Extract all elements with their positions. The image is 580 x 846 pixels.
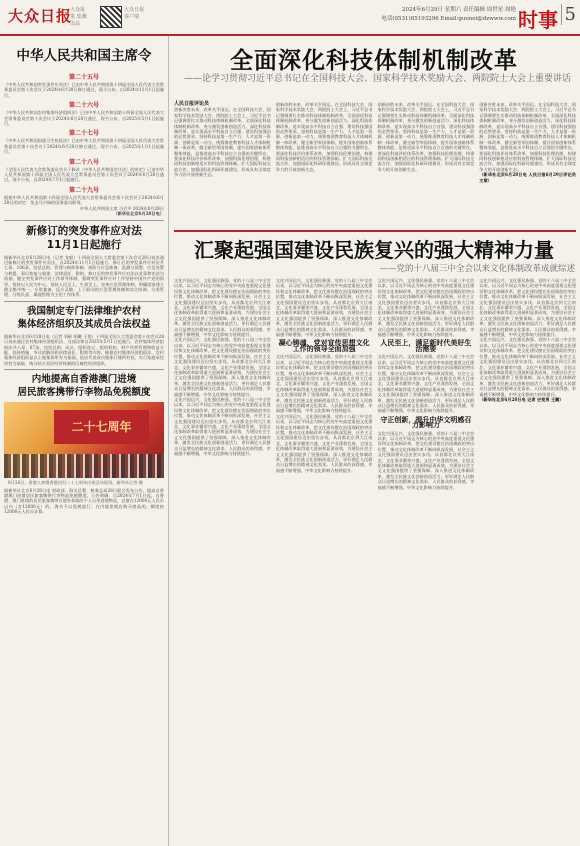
second-article-columns (174, 278, 576, 844)
order-block (4, 72, 164, 98)
issue-date-line: 2024年6月29日 星期六 责任编辑 周世星 周艳 (402, 7, 516, 13)
article-body: 文化兴国运兴，文化强民族强。党的十八届三中全会以来，以习近平同志为核心的党中央高度重视文化建设和文化体制改革，把文化建设摆在治国理政的突出位置，推动文化体制改革不断向纵深发展，社会主义文化强国建设迈出坚实步伐。从首都北京到大江南北，文化事业繁荣兴盛，文化产业蓬勃发展，全国文化体制改革取得重大进展和显著成效，为建设社会主义文化强国提供了坚强保障。深入推进文化体制改革，激发全民族文化创新创造活力，更好满足人民群众日益增长的精神文化需求。人民群众的获得感、幸福感不断增强，中华文化影响力持续提升。 (275, 278, 373, 338)
article-body: 文化兴国运兴，文化强民族强。党的十八届三中全会以来，以习近平同志为核心的党中央高度重视文化建设和文化体制改革，把文化建设摆在治国理政的突出位置，推动文化体制改革不断向纵深发展，社会主义文化强国建设迈出坚实步伐。从首都北京到大江南北，文化事业繁荣兴盛，文化产业蓬勃发展，全国文化体制改革取得重大进展和显著成效，为建设社会主义文化强国提供了坚强保障。深入推进文化体制改革，激发全民族文化创新创造活力，更好满足人民群众日益增长的精神文化需求。人民群众的获得感、幸福感不断增强，中华文化影响力持续提升。 (174, 396, 271, 456)
text-column (479, 102, 576, 226)
article-body: 文化兴国运兴，文化强民族强。党的十八届三中全会以来，以习近平同志为核心的党中央高度重视文化建设和文化体制改革，把文化建设摆在治国理政的突出位置，推动文化体制改革不断向纵深发展，社会主义文化强国建设迈出坚实步伐。从首都北京到大江南北，文化事业繁荣兴盛，文化产业蓬勃发展，全国文化体制改革取得重大进展和显著成效，为建设社会主义文化强国提供了坚强保障。深入推进文化体制改革，激发全民族文化创新创造活力，更好满足人民群众日益增长的精神文化需求。人民群众的获得感、幸福感不断增强，中华文化影响力持续提升。 (377, 354, 475, 414)
article-body: 据新华社北京6月28日电（记者 龙毅）十四届全国人大常委会第十次会议28日表决通过新修订的突发事件应对法，自2024年11月1日起施行。修订后的突发事件应对法共七章、106条，包括总则、管理与指挥体制、预防与应急准备、监测与预警、应急处置与救援、事后恢复与重建、法律责任、附则。修订后的突发事件应对法以党章和宪法为依据，健全突发事件应对工作领导体制，强调突发事件应对工作坚持中国共产党的领导，坚持以人民为中心，坚持人民至上、生命至上。完善应急管理体制，明确国家建立健全集中统一、专常兼备、反应灵敏、上下联动的应急管理体制和综合协调、分类管理、分级负责、属地管理为主的工作体系。 (4, 254, 164, 298)
section-divider (174, 230, 576, 232)
article-source: （新华社北京6月28日电 人民日报6月29日评论员文章） (479, 172, 576, 183)
photo-banner-text: 二十七周年 (54, 410, 149, 444)
contact-line: 电话(0531)85193296 Email:guonei@dzwww.com (381, 16, 516, 22)
orders-title: 中华人民共和国主席令 (16, 48, 152, 64)
article-body: 文化兴国运兴，文化强民族强。党的十八届三中全会以来，以习近平同志为核心的党中央高度重视文化建设和文化体制改革，把文化建设摆在治国理政的突出位置，推动文化体制改革不断向纵深发展，社会主义文化强国建设迈出坚实步伐。从首都北京到大江南北，文化事业繁荣兴盛，文化产业蓬勃发展，全国文化体制改革取得重大进展和显著成效，为建设社会主义文化强国提供了坚强保障。深入推进文化体制改革，激发全民族文化创新创造活力，更好满足人民群众日益增长的精神文化需求。人民群众的获得感、幸福感不断增强，中华文化影响力持续提升。 (174, 337, 271, 397)
article-title: 内地提高自香港澳门进境 居民旅客携带行李物品免税额度 (17, 374, 151, 399)
page-number: 5 (561, 4, 576, 25)
qr-code-icon (100, 6, 122, 28)
section-name: 时事 (518, 8, 558, 32)
article-body: 创新决胜未来，改革关乎国运。在全国科技大会、国家科学技术奖励大会、两院院士大会上，习近平总书记强调要扎实推动科技体制机制改革，全面深化科技体制机制改革，充分激发创新创造活力。深化科技体制改革，是实现高水平科技自立自强、建设科技强国的必然要求。坚持科技是第一生产力、人才是第一资源、创新是第一动力，统筹推进教育科技人才体制机制一体改革，健全新型举国体制，提升国家创新体系整体效能，是推进高水平科技自立自强的关键所在。要深化科技评价体系改革，加强科技伦理治理，构建同科技创新相适应的科技管理体制。扩大国际科技交流合作，加强国际化科研环境建设，形成具有全球竞争力的开放创新生态。 (174, 107, 271, 178)
order-block (4, 157, 164, 183)
order-text: 《中华人民共和国农村集体经济组织法》已由中华人民共和国第十四届全国人民代表大会常务委员会第十次会议于2024年6月28日通过，现予公布，自2025年5月1日起施行。 (4, 110, 164, 127)
article-title: 新修订的突发事件应对法 11月1日起施行 (26, 224, 142, 251)
article-body: 据新华社北京6月28日电（记者 刘硕 胡璐 王悦）十四届全国人大常委会第十次会议28日表决通过农村集体经济组织法。这部法律自2025年5月1日起施行。农村集体经济组织法共八章、67条，包括总则、成员、组织登记、组织机构、财产经营管理和收益分配、扶持措施、争议的解决和法律责任、附则等内容。根据农村集体经济组织法，农村集体经济组织是以土地集体所有为基础，依法代表成员集体行使所有权，实行家庭承包经营为基础、统分结合双层经营体制的区域性经济组织。 (4, 333, 164, 366)
article-body: 创新决胜未来，改革关乎国运。在全国科技大会、国家科学技术奖励大会、两院院士大会上，习近平总书记强调要扎实推动科技体制机制改革，全面深化科技体制机制改革，充分激发创新创造活力。深化科技体制改革，是实现高水平科技自立自强、建设科技强国的必然要求。坚持科技是第一生产力、人才是第一资源、创新是第一动力，统筹推进教育科技人才体制机制一体改革，健全新型举国体制，提升国家创新体系整体效能，是推进高水平科技自立自强的关键所在。要深化科技评价体系改革，加强科技伦理治理，构建同科技创新相适应的科技管理体制。扩大国际科技交流合作，加强国际化科研环境建设，形成具有全球竞争力的开放创新生态。 (479, 102, 576, 172)
logo-subtitle: 大众报業 集團出品 (70, 7, 87, 27)
order-label: 第二十六号 (68, 102, 99, 110)
article-title: 我国制定专门法律维护农村 集体经济组织及其成员合法权益 (17, 305, 151, 330)
order-block (4, 100, 164, 126)
text-column: 创新决胜未来，改革关乎国运。在全国科技大会、国家科学技术奖励大会、两院院士大会上，习近平总书记强调要扎实推动科技体制机制改革，全面深化科技体制机制改革，充分激发创新创造活力。深化科技体制改革，是实现高水平科技自立自强、建设科技强国的必然要求。坚持科技是第一生产力、人才是第一资源、创新是第一动力，统筹推进教育科技人才体制机制一体改革，健全新型举国体制，提升国家创新体系整体效能，是推进高水平科技自立自强的关键所在。要深化科技评价体系改革，加强科技伦理治理，构建同科技创新相适应的科技管理体制。扩大国际科技交流合作，加强国际化科研环境建设，形成具有全球竞争力的开放创新生态。 (377, 102, 475, 172)
presidential-orders (0, 36, 168, 217)
left-column (0, 36, 169, 846)
text-column (479, 278, 576, 844)
section-heading: 凝心铸魂，党对宣传思想文化工作的领导全面加强 (278, 339, 370, 353)
order-label: 第二十七号 (68, 130, 99, 138)
second-subtitle: ——党的十八届三中全会以来文化体制改革成就综述 (379, 264, 575, 274)
article-body: 文化兴国运兴，文化强民族强。党的十八届三中全会以来，以习近平同志为核心的党中央高度重视文化建设和文化体制改革，把文化建设摆在治国理政的突出位置，推动文化体制改革不断向纵深发展，社会主义文化强国建设迈出坚实步伐。从首都北京到大江南北，文化事业繁荣兴盛，文化产业蓬勃发展，全国文化体制改革取得重大进展和显著成效，为建设社会主义文化强国提供了坚强保障。深入推进文化体制改革，激发全民族文化创新创造活力，更好满足人民群众日益增长的精神文化需求。人民群众的获得感、幸福感不断增强，中华文化影响力持续提升。 (275, 354, 373, 414)
text-column (174, 278, 271, 844)
order-label: 第二十五号 (68, 74, 99, 81)
text-column: 创新决胜未来，改革关乎国运。在全国科技大会、国家科学技术奖励大会、两院院士大会上，习近平总书记强调要扎实推动科技体制机制改革，全面深化科技体制机制改革，充分激发创新创造活力。深化科技体制改革，是实现高水平科技自立自强、建设科技强国的必然要求。坚持科技是第一生产力、人才是第一资源、创新是第一动力，统筹推进教育科技人才体制机制一体改革，健全新型举国体制，提升国家创新体系整体效能，是推进高水平科技自立自强的关键所在。要深化科技评价体系改革，加强科技伦理治理，构建同科技创新相适应的科技管理体制。扩大国际科技交流合作，加强国际化科研环境建设，形成具有全球竞争力的开放创新生态。 (275, 102, 373, 172)
order-text: 《全国人民代表大会常务委员会关于修改〈中华人民共和国会计法〉的决定》已由中华人民共和国第十四届全国人民代表大会常务委员会第十次会议于2024年6月28日通过，现予公布，自2024年7月1日起施行。 (4, 166, 164, 183)
article-duty-free (0, 373, 168, 514)
divider (4, 220, 164, 221)
lead-subtitle: ——论学习贯彻习近平总书记在全国科技大会、国家科学技术奖励大会、两院院士大会上重要讲话 (184, 74, 572, 84)
header-meta (381, 6, 516, 24)
newspaper-logo: 大众日报 (8, 7, 73, 25)
article-collective-economy (0, 305, 168, 366)
order-text: 《中华人民共和国国境卫生检疫法》已由中华人民共和国第十四届全国人民代表大会常务委员会第十次会议于2024年6月28日修订通过，现予公布，自2025年1月1日起施行。 (4, 138, 164, 155)
text-column (174, 102, 271, 226)
article-emergency-law (0, 224, 168, 298)
article-body: 文化兴国运兴，文化强民族强。党的十八届三中全会以来，以习近平同志为核心的党中央高度重视文化建设和文化体制改革，把文化建设摆在治国理政的突出位置，推动文化体制改革不断向纵深发展，社会主义文化强国建设迈出坚实步伐。从首都北京到大江南北，文化事业繁荣兴盛，文化产业蓬勃发展，全国文化体制改革取得重大进展和显著成效，为建设社会主义文化强国提供了坚强保障。深入推进文化体制改革，激发全民族文化创新创造活力，更好满足人民群众日益增长的精神文化需求。人民群众的获得感、幸福感不断增强，中华文化影响力持续提升。 (479, 278, 576, 338)
article-body: 文化兴国运兴，文化强民族强。党的十八届三中全会以来，以习近平同志为核心的党中央高度重视文化建设和文化体制改革，把文化建设摆在治国理政的突出位置，推动文化体制改革不断向纵深发展，社会主义文化强国建设迈出坚实步伐。从首都北京到大江南北，文化事业繁荣兴盛，文化产业蓬勃发展，全国文化体制改革取得重大进展和显著成效，为建设社会主义文化强国提供了坚强保障。深入推进文化体制改革，激发全民族文化创新创造活力，更好满足人民群众日益增长的精神文化需求。人民群众的获得感、幸福感不断增强，中华文化影响力持续提升。 (377, 278, 475, 338)
divider (4, 301, 164, 302)
qr-label: 大众日報 客户端 (124, 7, 145, 20)
article-body: 据新华社北京6月28日电 财政部、海关总署、税务总局28日联合发布公告，提高自香港澳门进境居民旅客携带行李物品免税额度。公告明确，自2024年7月1日起，自香港、澳门进境的居民旅客携带在境外获取的个人自用进境物品，总值在12000元人民币以内（含12000元）的，海关予以免税放行；在内地免税店购买商品的，额度按12000元人民币计算。 (4, 487, 164, 515)
order-block (4, 128, 164, 154)
divider (4, 369, 164, 370)
lead-headline: 全面深化科技体制机制改革 (230, 48, 518, 74)
order-block (4, 185, 164, 206)
order-label: 第二十八号 (68, 158, 99, 166)
lead-article-columns (174, 102, 576, 226)
order-label: 第二十九号 (68, 186, 99, 194)
order-text: 《中华人民共和国突发事件应对法》已由中华人民共和国第十四届全国人民代表大会常务委员会第十次会议于2024年6月28日修订通过，现予公布，自2024年11月1日起施行。 (4, 82, 164, 98)
article-body: 文化兴国运兴，文化强民族强。党的十八届三中全会以来，以习近平同志为核心的党中央高度重视文化建设和文化体制改革，把文化建设摆在治国理政的突出位置，推动文化体制改革不断向纵深发展，社会主义文化强国建设迈出坚实步伐。从首都北京到大江南北，文化事业繁荣兴盛，文化产业蓬勃发展，全国文化体制改革取得重大进展和显著成效，为建设社会主义文化强国提供了坚强保障。深入推进文化体制改革，激发全民族文化创新创造活力，更好满足人民群众日益增长的精神文化需求。人民群众的获得感、幸福感不断增强，中华文化影响力持续提升。 (174, 278, 271, 338)
text-column (276, 278, 373, 844)
byline: 人民日报评论员 (174, 101, 210, 107)
signature: 中华人民共和国主席 习近平 2024年6月28日 (79, 205, 164, 211)
right-column (170, 36, 580, 846)
order-text: 根据中华人民共和国第十四届全国人民代表大会常务委员会第十次会议于2024年6月28日的决定：免去马兴瑞的国务委员职务。 (4, 194, 164, 206)
section-heading: 人民至上，满足新时代美好生活需要 (380, 339, 472, 353)
text-column (378, 278, 475, 844)
crowd-image (4, 454, 164, 478)
masthead (0, 0, 580, 36)
celebration-photo (4, 402, 164, 478)
section-heading: 守正创新，提升中华文明感召力影响力 (380, 415, 472, 430)
article-body: 文化兴国运兴，文化强民族强。党的十八届三中全会以来，以习近平同志为核心的党中央高度重视文化建设和文化体制改革，把文化建设摆在治国理政的突出位置，推动文化体制改革不断向纵深发展，社会主义文化强国建设迈出坚实步伐。从首都北京到大江南北，文化事业繁荣兴盛，文化产业蓬勃发展，全国文化体制改革取得重大进展和显著成效，为建设社会主义文化强国提供了坚强保障。深入推进文化体制改革，激发全民族文化创新创造活力，更好满足人民群众日益增长的精神文化需求。人民群众的获得感、幸福感不断增强，中华文化影响力持续提升。 (275, 413, 373, 473)
second-headline: 汇聚起强国建设民族复兴的强大精神力量 (194, 238, 554, 262)
photo-caption: 6月28日，香港人欢聚香港回归二十七周年庆祝活动现场。新华社记者 摄 (8, 480, 143, 486)
article-source: （新华社北京6月28日电 记者 史竞男 王鹏） (479, 396, 564, 402)
source-line: （新华社北京6月28日电） (113, 211, 164, 217)
article-body: 文化兴国运兴，文化强民族强。党的十八届三中全会以来，以习近平同志为核心的党中央高度重视文化建设和文化体制改革，把文化建设摆在治国理政的突出位置，推动文化体制改革不断向纵深发展，社会主义文化强国建设迈出坚实步伐。从首都北京到大江南北，文化事业繁荣兴盛，文化产业蓬勃发展，全国文化体制改革取得重大进展和显著成效，为建设社会主义文化强国提供了坚强保障。深入推进文化体制改革，激发全民族文化创新创造活力，更好满足人民群众日益增长的精神文化需求。人民群众的获得感、幸福感不断增强，中华文化影响力持续提升。 (479, 337, 576, 397)
article-body: 文化兴国运兴，文化强民族强。党的十八届三中全会以来，以习近平同志为核心的党中央高度重视文化建设和文化体制改革，把文化建设摆在治国理政的突出位置，推动文化体制改革不断向纵深发展，社会主义文化强国建设迈出坚实步伐。从首都北京到大江南北，文化事业繁荣兴盛，文化产业蓬勃发展，全国文化体制改革取得重大进展和显著成效，为建设社会主义文化强国提供了坚强保障。深入推进文化体制改革，激发全民族文化创新创造活力，更好满足人民群众日益增长的精神文化需求。人民群众的获得感、幸福感不断增强，中华文化影响力持续提升。 (377, 430, 475, 490)
